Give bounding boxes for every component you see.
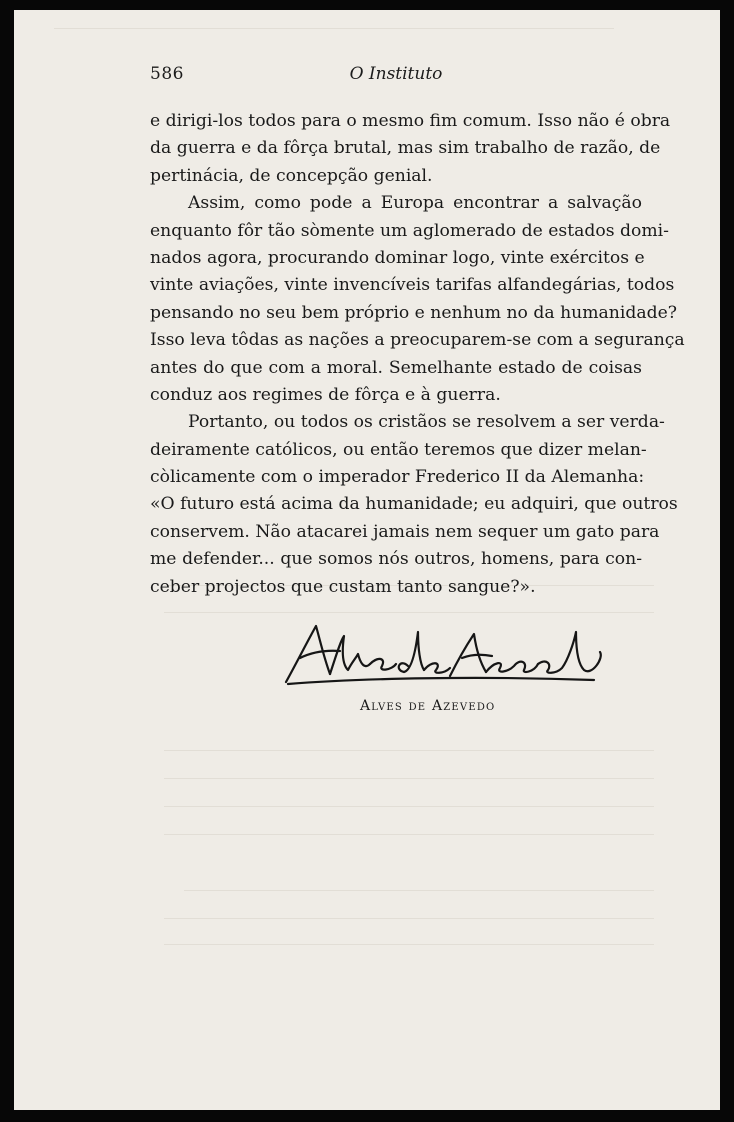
bleed-through-line — [164, 834, 654, 835]
text-line: Isso leva tôdas as nações a preocuparem-se com a segurança — [150, 330, 685, 351]
signature-drawing — [282, 618, 612, 688]
text-line: da guerra e da fôrça brutal, mas sim trabalho de razão, de — [150, 138, 661, 159]
paragraph — [150, 409, 678, 601]
handwritten-signature — [282, 618, 612, 688]
text-line: vinte aviações, vinte invencíveis tarifas alfandegárias, todos — [150, 275, 675, 296]
bleed-through-line — [164, 778, 654, 779]
bleed-through-line — [54, 28, 614, 29]
running-title: O Instituto — [349, 64, 443, 84]
text-line: conservem. Não atacarei jamais nem sequer um gato para — [150, 521, 660, 542]
text-line: enquanto fôr tão sòmente um aglomerado de estados domi- — [150, 220, 669, 241]
text-line: conduz aos regimes de fôrça e à guerra. — [150, 384, 501, 405]
text-line: «O futuro está acima da humanidade; eu adquiri, que outros — [150, 494, 678, 515]
page-header — [150, 64, 642, 92]
text-line: Assim, como pode a Europa encontrar a salvação — [188, 193, 642, 214]
author-name: Alves de Azevedo — [360, 698, 496, 714]
text-line: Portanto, ou todos os cristãos se resolvem a ser verda- — [188, 412, 665, 433]
paragraph — [150, 190, 685, 409]
text-line: còlicamente com o imperador Frederico II da Alemanha: — [150, 467, 645, 488]
text-line: pertinácia, de concepção genial. — [150, 165, 433, 186]
text-line: me defender... que somos nós outros, homens, para con- — [150, 549, 642, 570]
paragraph — [150, 108, 671, 190]
signature-text: Alves de Azevedo — [286, 687, 295, 688]
text-line: e dirigi-los todos para o mesmo fim comum. Isso não é obra — [150, 111, 671, 131]
bleed-through-line — [164, 918, 654, 919]
page-number: 586 — [150, 64, 184, 84]
text-line: ceber projectos que custam tanto sangue?». — [150, 576, 536, 597]
text-line: antes do que com a moral. Semelhante estado de coisas — [150, 357, 642, 378]
bleed-through-line — [184, 890, 654, 891]
text-line: deiramente católicos, ou então teremos que dizer melan- — [150, 439, 647, 460]
bleed-through-line — [164, 806, 654, 807]
bleed-through-line — [164, 750, 654, 751]
body-text — [150, 108, 685, 601]
text-line: pensando no seu bem próprio e nenhum no da humanidade? — [150, 302, 677, 323]
bleed-through-line — [164, 612, 654, 613]
text-line: nados agora, procurando dominar logo, vinte exércitos e — [150, 247, 645, 268]
bleed-through-line — [164, 944, 654, 945]
